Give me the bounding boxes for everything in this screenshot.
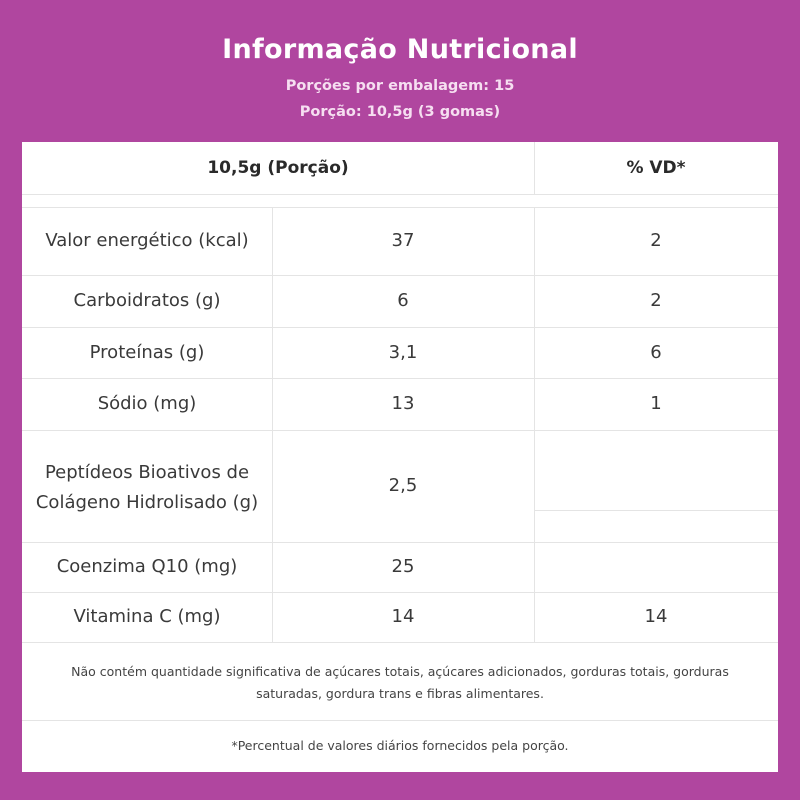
row-vd-vitamin-c: 14	[644, 606, 668, 627]
row-amount-collagen: 2,5	[388, 475, 418, 496]
page-title: Informação Nutricional	[222, 34, 578, 65]
row-name-carbs: Carboidratos (g)	[73, 290, 221, 311]
row-amount-energy: 37	[391, 230, 415, 251]
row-vd-carbs: 2	[650, 290, 662, 311]
serving-size: Porção: 10,5g (3 gomas)	[299, 104, 501, 120]
row-name-vitamin-c: Vitamina C (mg)	[73, 606, 221, 627]
divider	[22, 194, 778, 195]
row-name-coq10: Coenzima Q10 (mg)	[56, 556, 238, 577]
row-vd-coq10	[534, 542, 778, 592]
row-amount-coq10: 25	[391, 556, 415, 577]
row-amount-protein: 3,1	[388, 341, 418, 363]
footnote-vd: *Percentual de valores diários fornecidos pela porção.	[231, 738, 569, 753]
nutrition-table	[22, 142, 778, 772]
servings-per-package: Porções por embalagem: 15	[285, 78, 515, 94]
row-vd-collagen	[534, 430, 778, 542]
column-header-portion: 10,5g (Porção)	[207, 158, 349, 178]
column-header-vd: % VD*	[626, 158, 686, 178]
divider	[22, 642, 778, 643]
row-vd-sodium: 1	[650, 393, 662, 414]
row-amount-carbs: 6	[397, 290, 409, 311]
row-name-protein: Proteínas (g)	[89, 341, 205, 363]
row-name-sodium: Sódio (mg)	[97, 393, 197, 414]
row-name-collagen: Peptídeos Bioativos de Colágeno Hidrolisado (g)	[35, 462, 259, 513]
row-vd-protein: 6	[650, 341, 662, 363]
row-vd-energy: 2	[650, 230, 662, 251]
row-name-energy: Valor energético (kcal)	[45, 230, 249, 251]
footnote-not-significant: Não contém quantidade significativa de açúcares totais, açúcares adicionados, gorduras totais, gorduras saturadas, gordura trans e fibras alimentares.	[71, 664, 729, 701]
row-amount-sodium: 13	[391, 393, 415, 414]
divider	[22, 720, 778, 721]
row-amount-vitamin-c: 14	[391, 606, 415, 627]
